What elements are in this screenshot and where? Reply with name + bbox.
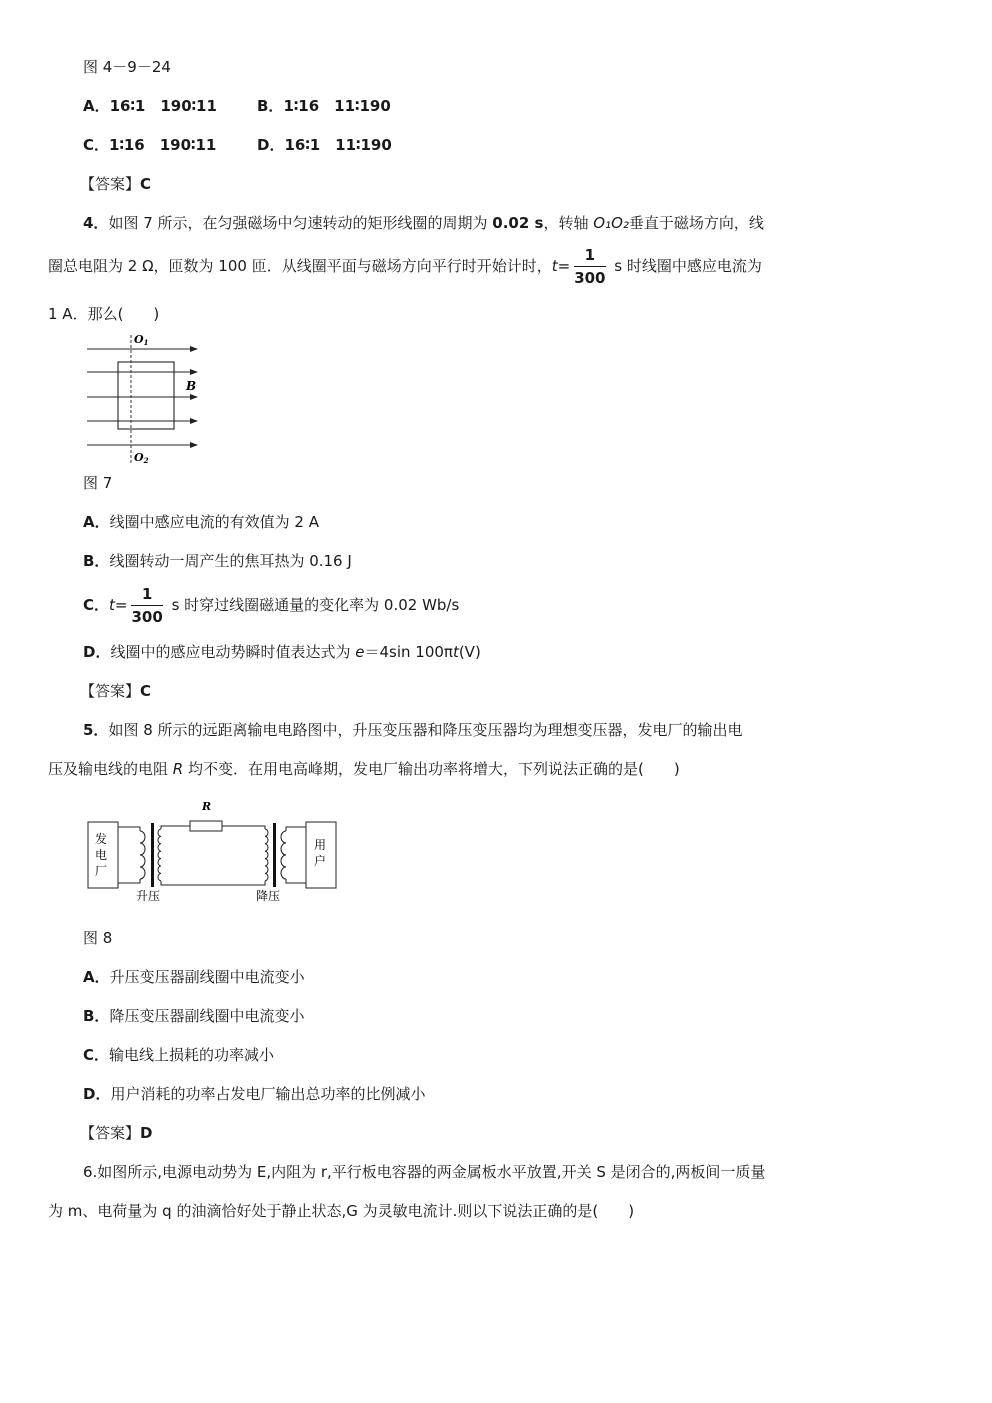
q4-option-c <box>83 583 459 627</box>
q5-option-a <box>83 967 305 987</box>
wire <box>161 826 190 829</box>
fraction-denominator: 300 <box>574 269 606 287</box>
magnetic-field-lines <box>87 349 197 445</box>
q5-stem-line1 <box>83 720 743 740</box>
option-label: C． <box>83 596 110 614</box>
resistance-variable: R <box>172 760 184 778</box>
stem-text: 均不变．在用电高峰期，发电厂输出功率将增大，下列说法正确的是( ) <box>183 760 680 778</box>
user-label-1: 用 <box>314 838 327 852</box>
option-text: 降压变压器副线圈中电流变小 <box>109 1007 305 1025</box>
answer-label: 【答案】 <box>80 682 141 700</box>
field-label-b: B <box>186 379 197 393</box>
axis-symbol: O₁O₂ <box>593 214 629 232</box>
option-label: C． <box>83 1046 110 1064</box>
q3-option-a <box>83 96 217 116</box>
answer-value: D <box>140 1124 153 1142</box>
plant-label-2: 电 <box>95 848 108 862</box>
question-number: 5． <box>83 721 109 739</box>
option-label: C． <box>83 136 110 154</box>
wire <box>286 827 306 831</box>
option-text: 输电线上损耗的功率减小 <box>109 1046 275 1064</box>
option-label: B． <box>83 1007 110 1025</box>
wire <box>286 879 306 883</box>
option-text: 线圈中的感应电动势瞬时值表达式为 <box>110 643 356 661</box>
option-label: A． <box>83 97 110 115</box>
wire <box>118 879 140 883</box>
q6-stem-line1: 6.如图所示,电源电动势为 E,内阻为 r,平行板电容器的两金属板水平放置,开关 S 是闭合的,两板间一质量 <box>83 1163 766 1181</box>
period-value: 0.02 s <box>492 214 544 232</box>
option-text: 16∶1 190∶11 <box>109 97 217 115</box>
q5-option-d <box>83 1084 425 1104</box>
plant-label-3: 厂 <box>95 864 108 878</box>
q5-stem-line2 <box>48 759 680 779</box>
emf-expression: ＝4sin 100π <box>364 643 453 661</box>
emf-variable: e <box>355 643 365 661</box>
axis-label-top: O1 <box>134 333 149 347</box>
option-label: B． <box>257 97 284 115</box>
figure-8-power-transmission-circuit <box>84 797 342 905</box>
stem-text: 如图 8 所示的远距离输电电路图中，升压变压器和降压变压器均为理想变压器，发电厂的输出电 <box>108 721 743 739</box>
step-down-primary-coil <box>265 829 268 881</box>
option-text: 升压变压器副线圈中电流变小 <box>109 968 305 986</box>
stem-text: ，转轴 <box>543 214 594 232</box>
option-label: A． <box>83 513 110 531</box>
stem-text: 压及输电线的电阻 <box>48 760 173 778</box>
q5-option-c <box>83 1045 274 1065</box>
fraction-denominator: 300 <box>131 608 163 626</box>
q5-answer <box>80 1123 152 1143</box>
q4-answer <box>80 681 151 701</box>
answer-label: 【答案】 <box>80 175 141 193</box>
plant-label-1: 发 <box>95 832 108 846</box>
stem-text: 垂直于磁场方向，线 <box>628 214 764 232</box>
q4-option-a <box>83 512 319 532</box>
step-up-core <box>151 823 154 887</box>
q3-option-b <box>257 96 391 116</box>
fraction <box>574 246 605 287</box>
option-text: 1∶16 190∶11 <box>109 136 217 154</box>
figure-8-caption: 图 8 <box>83 929 113 947</box>
stem-text: 如图 7 所示，在匀强磁场中匀速转动的矩形线圈的周期为 <box>108 214 493 232</box>
option-label: D． <box>83 1085 111 1103</box>
q4-option-d <box>83 642 481 662</box>
wire <box>161 881 265 885</box>
step-down-secondary-coil <box>281 831 286 879</box>
q4-stem-line3: 1 A．那么( ) <box>48 305 160 323</box>
step-up-primary-coil <box>140 831 145 879</box>
unit: (V) <box>458 643 481 661</box>
time-variable: t <box>452 643 459 661</box>
fraction-numerator: 1 <box>131 585 162 606</box>
q4-stem-line1 <box>83 213 764 233</box>
wire <box>118 827 140 831</box>
stem-text: 圈总电阻为 2 Ω，匝数为 100 匝．从线圈平面与磁场方向平行时开始计时， <box>48 257 552 275</box>
option-label: D． <box>257 136 285 154</box>
fraction <box>131 585 162 626</box>
line-resistor <box>190 821 222 831</box>
q5-option-b <box>83 1006 304 1026</box>
stem-text: s 时线圈中感应电流为 <box>609 257 762 275</box>
wire <box>222 826 265 829</box>
option-text: 1∶16 11∶190 <box>283 97 391 115</box>
user-label-2: 户 <box>314 854 327 868</box>
option-label: A． <box>83 968 110 986</box>
time-variable: t <box>109 596 115 614</box>
answer-value: C <box>140 682 152 700</box>
option-text: 16∶1 11∶190 <box>284 136 392 154</box>
option-text: s 时穿过线圈磁通量的变化率为 0.02 Wb/s <box>166 596 460 614</box>
resistor-label: R <box>202 800 212 813</box>
q3-option-c <box>83 135 216 155</box>
q3-answer <box>80 174 151 194</box>
answer-value: C <box>140 175 152 193</box>
option-text: 线圈转动一周产生的焦耳热为 0.16 J <box>109 552 352 570</box>
option-label: D． <box>83 643 111 661</box>
answer-label: 【答案】 <box>80 1124 141 1142</box>
option-text: 用户消耗的功率占发电厂输出总功率的比例减小 <box>110 1085 426 1103</box>
equals-sign: = <box>557 257 571 275</box>
q3-option-d <box>257 135 392 155</box>
option-label: B． <box>83 552 110 570</box>
step-up-secondary-coil <box>158 829 161 881</box>
axis-label-bottom: O2 <box>134 451 149 465</box>
step-up-label: 升压 <box>136 889 161 903</box>
equals-sign: = <box>114 596 128 614</box>
fraction-numerator: 1 <box>574 246 605 267</box>
option-text: 线圈中感应电流的有效值为 2 A <box>109 513 319 531</box>
step-down-core <box>273 823 276 887</box>
question-number: 4． <box>83 214 109 232</box>
step-down-label: 降压 <box>256 889 281 903</box>
figure-caption-4-9-24: 图 4－9－24 <box>83 58 171 76</box>
time-variable: t <box>551 257 558 275</box>
figure-7-rotating-coil-diagram <box>83 333 203 465</box>
q6-stem-line2: 为 m、电荷量为 q 的油滴恰好处于静止状态,G 为灵敏电流计.则以下说法正确的是( ) <box>48 1202 635 1220</box>
q4-stem-line2 <box>48 244 762 288</box>
figure-7-caption: 图 7 <box>83 474 113 492</box>
q4-option-b <box>83 551 352 571</box>
